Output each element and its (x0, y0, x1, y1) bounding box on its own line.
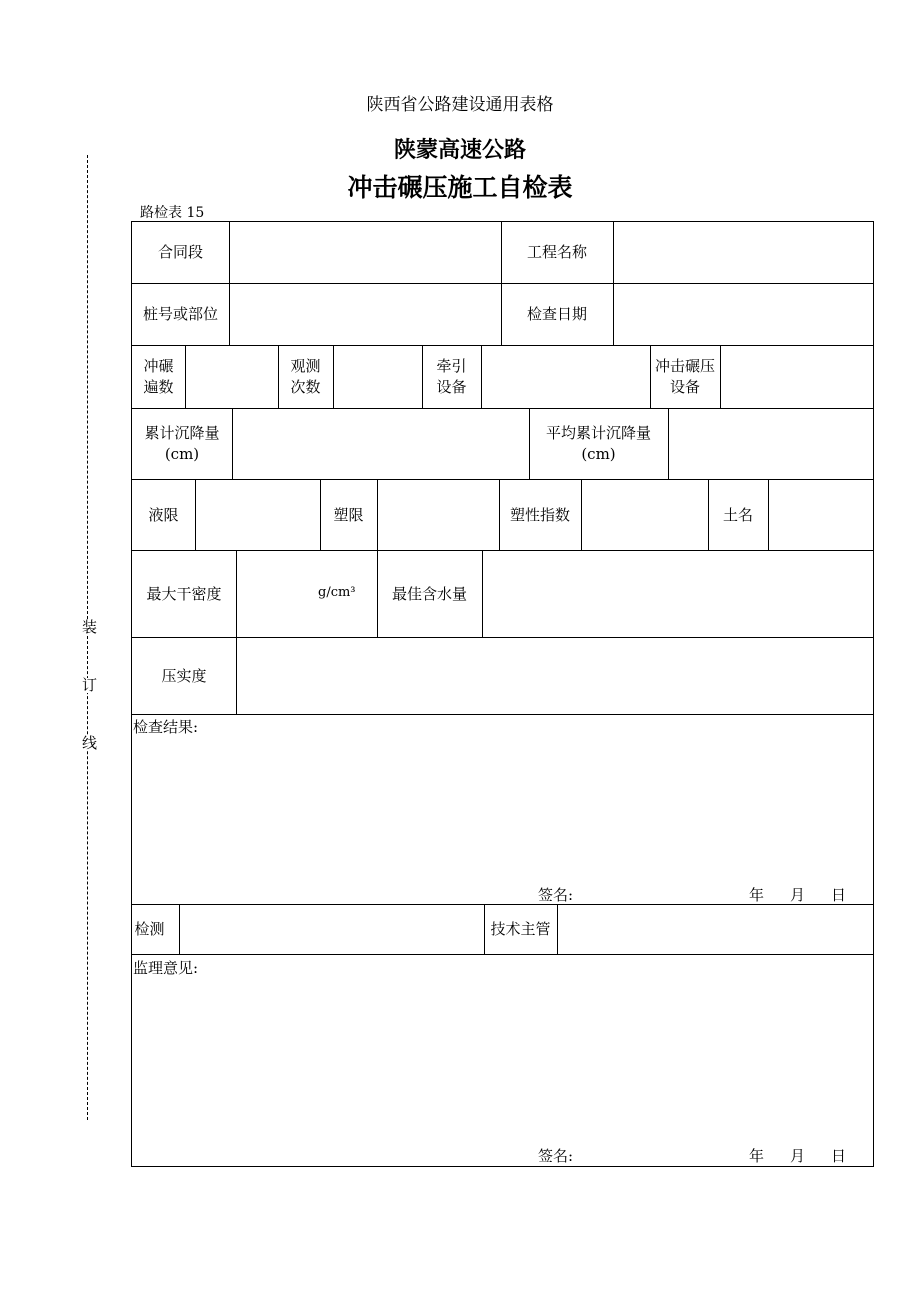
label-towing-equipment (422, 346, 481, 408)
col-divider (557, 904, 558, 954)
col-divider (229, 222, 230, 345)
col-divider (768, 479, 769, 550)
supervisor-sign-label: 签名: (538, 1147, 574, 1165)
label-total-settlement (132, 409, 232, 479)
label-line: 累计沉降量 (144, 424, 220, 442)
binding-char-2: 订 (82, 676, 98, 694)
label-line: 冲碾 (143, 357, 174, 375)
supervisor-month: 月 (790, 1147, 806, 1165)
col-divider (236, 550, 237, 714)
binding-char-1: 装 (82, 618, 98, 636)
label-avg-settlement (529, 409, 668, 479)
row-divider (132, 714, 873, 715)
label-compaction-passes (132, 346, 185, 408)
label-inspection: 检测 (134, 920, 165, 938)
label-project-name: 工程名称 (526, 243, 587, 261)
label-line: (cm) (164, 445, 200, 463)
label-supervisor-opinion: 监理意见: (133, 959, 199, 977)
row-divider (132, 954, 873, 955)
col-divider (232, 408, 233, 479)
label-plastic-limit: 塑限 (333, 505, 364, 524)
result-sign-label: 签名: (538, 886, 574, 904)
label-check-result: 检查结果: (133, 718, 199, 736)
form-number: 路检表 15 (140, 205, 205, 221)
label-station: 桩号或部位 (142, 305, 218, 323)
label-plasticity-index: 塑性指数 (509, 505, 570, 524)
label-optimum-moisture: 最佳含水量 (391, 584, 467, 603)
col-divider (333, 345, 334, 408)
col-divider (179, 904, 180, 954)
label-liquid-limit: 液限 (148, 505, 179, 524)
label-check-date: 检查日期 (526, 305, 587, 323)
label-technical-supervisor: 技术主管 (490, 920, 551, 938)
label-soil-name: 土名 (722, 505, 753, 524)
inspection-table (131, 221, 874, 1167)
binding-char-3: 线 (82, 734, 98, 752)
top-title: 陕西省公路建设通用表格 (366, 95, 554, 115)
label-observation-count (278, 346, 333, 408)
col-divider (481, 345, 482, 408)
col-divider (377, 479, 378, 550)
result-day: 日 (831, 886, 847, 904)
label-line: 设备 (436, 378, 467, 396)
page-title: 冲击碾压施工自检表 (347, 173, 573, 202)
col-divider (185, 345, 186, 408)
supervisor-year: 年 (749, 1147, 765, 1165)
label-line: 牵引 (436, 357, 467, 375)
col-divider (613, 222, 614, 345)
result-month: 月 (790, 886, 806, 904)
project-title: 陕蒙高速公路 (393, 138, 526, 163)
label-line: (cm) (581, 445, 616, 463)
density-unit: g/cm³ (318, 585, 356, 600)
row-divider (132, 550, 873, 551)
label-max-dry-density: 最大干密度 (146, 584, 222, 603)
label-line: 冲击碾压 (654, 357, 715, 375)
col-divider (668, 408, 669, 479)
row-divider (132, 345, 873, 346)
label-line: 遍数 (143, 378, 174, 396)
label-line: 设备 (669, 378, 700, 396)
col-divider (581, 479, 582, 550)
label-contract: 合同段 (157, 243, 203, 261)
binding-dashed-line (87, 155, 88, 1120)
supervisor-day: 日 (831, 1147, 847, 1165)
col-divider (195, 479, 196, 550)
col-divider (720, 345, 721, 408)
label-line: 次数 (290, 378, 321, 396)
label-line: 平均累计沉降量 (545, 424, 651, 442)
row-divider (132, 408, 873, 409)
label-line: 观测 (290, 357, 321, 375)
col-divider (482, 550, 483, 637)
label-compaction-degree: 压实度 (161, 666, 207, 685)
label-impact-roller (650, 346, 720, 408)
row-divider (132, 637, 873, 638)
result-year: 年 (749, 886, 765, 904)
